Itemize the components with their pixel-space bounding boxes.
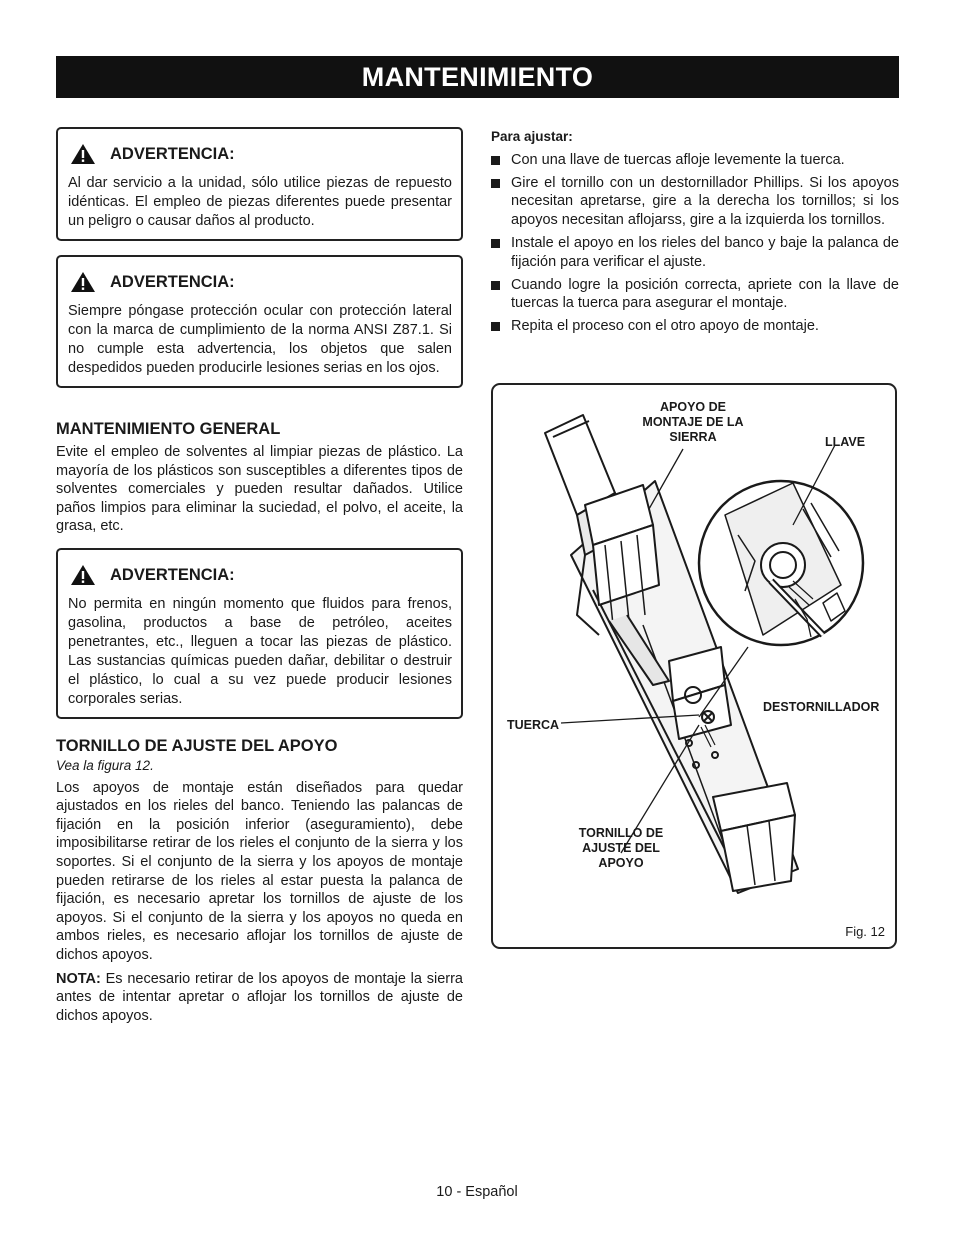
adjust-paragraph [56, 757, 463, 1025]
warning-text: Al dar servicio a la unidad, sólo utilice piezas de repuesto idénticas. El empleo de piezas diferentes puede presentar un peligro o causar daños al producto. [68, 175, 452, 229]
square-bullet-icon [491, 239, 500, 248]
figure-reference: Vea la figura 12. [56, 758, 154, 773]
note-paragraph [56, 970, 463, 1026]
square-bullet-icon [491, 322, 500, 331]
label-apoyo-de-montaje: APOYO DE MONTAJE DE LA SIERRA [642, 400, 744, 444]
section-heading-general: MANTENIMIENTO GENERAL [56, 420, 281, 438]
warning-header [70, 564, 452, 586]
mounting-bracket-illustration [493, 385, 897, 949]
section-heading-adjust-screw: TORNILLO DE AJUSTE DEL APOYO [56, 737, 338, 755]
warning-title: ADVERTENCIA: [110, 144, 235, 163]
page-title: MANTENIMIENTO [56, 56, 899, 98]
figure-12 [491, 383, 897, 949]
warning-text: No permita en ningún momento que fluidos para frenos, gasolina, productos a base de petróleo, aceites penetrantes, etc., lleguen a tocar las piezas de plástico. Las sustancias químicas pueden dañar, debilitar o destruir el plástico, lo cual a su vez puede producir lesiones corporales serias. [68, 596, 452, 707]
list-item: Con una llave de tuercas afloje levemente la tuerca. [491, 151, 899, 170]
label-tuerca: TUERCA [507, 718, 560, 732]
general-text: Evite el empleo de solventes al limpiar piezas de plástico. La mayoría de los plásticos son susceptibles a diferentes tipos de solventes comerciales y pueden resultar dañados. Utilice paños limpios para eliminar la suciedad, el polvo, el aceite, la grasa, etc. [56, 444, 463, 535]
list-item: Cuando logre la posición correcta, apriete con la llave de tuercas la tuerca para asegurar el montaje. [491, 276, 899, 313]
figure-caption: Fig. 12 [845, 924, 885, 939]
warning-triangle-icon [70, 271, 96, 293]
page-number: 10 - Español [436, 1184, 518, 1200]
warning-title: ADVERTENCIA: [110, 565, 235, 584]
list-item: Repita el proceso con el otro apoyo de montaje. [491, 317, 899, 336]
warning-box-eye-protection [56, 255, 463, 388]
warning-triangle-icon [70, 143, 96, 165]
label-destornillador: DESTORNILLADOR [763, 700, 880, 714]
procedure-list [491, 151, 899, 336]
general-paragraph [56, 443, 463, 536]
adjust-text: Los apoyos de montaje están diseñados para quedar ajustados en los rieles del banco. Teniendo las palancas de fijación en la posición inferior (aseguramiento), debe imposibilitarse retirar de los rieles el conjunto de la sierra y los soportes. Si el conjunto de la sierra y los apoyos de montaje pueden retirarse de los rieles al estar puesta la palanca de fijación, es necesario apretar los tornillos de ajuste de los apoyos. Si el conjunto de la sierra y los apoyos no queda en ambos rieles, es necesario aflojar los tornillos de ajuste de dichos apoyos. [56, 779, 463, 963]
warning-text: Siempre póngase protección ocular con protección lateral con la marca de cumplimiento de la norma ANSI Z87.1. Si no cumple esta advertencia, los objetos que salen despedidos pueden producirle lesiones serias en los ojos. [68, 303, 452, 376]
warning-header [70, 271, 452, 293]
warning-box-replacement-parts [56, 127, 463, 241]
list-item: Instale el apoyo en los rieles del banco y baje la palanca de fijación para verificar el ajuste. [491, 234, 899, 271]
warning-header [70, 143, 452, 165]
warning-box-chemicals [56, 548, 463, 719]
warning-triangle-icon [70, 564, 96, 586]
list-item: Gire el tornillo con un destornillador Phillips. Si los apoyos necesitan apretarse, gire a la derecha los tornillos; si los apoyos necesitan aflojarss, gire a la izquierda los tornillos. [491, 174, 899, 230]
procedure-heading: Para ajustar: [491, 129, 573, 144]
adjust-procedure [491, 128, 899, 340]
note-text: Es necesario retirar de los apoyos de montaje la sierra antes de intentar apretar o aflojar los tornillos de ajuste de dichos apoyos. [56, 970, 463, 1024]
warning-title: ADVERTENCIA: [110, 272, 235, 291]
square-bullet-icon [491, 281, 500, 290]
label-tornillo-de-ajuste: TORNILLO DE AJUSTE DEL APOYO [578, 826, 664, 870]
note-label: NOTA: [56, 970, 101, 987]
label-llave: LLAVE [825, 435, 866, 449]
square-bullet-icon [491, 179, 500, 188]
square-bullet-icon [491, 156, 500, 165]
